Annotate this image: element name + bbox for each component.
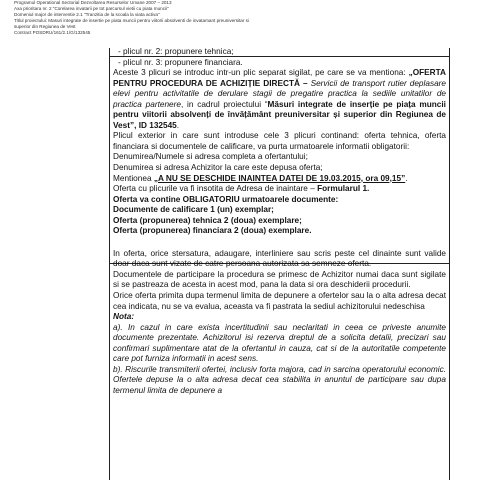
text-italic: Servicii de transport rutier deplasare elevi pentru activitatile de derulare stagii de pregatire practica la sediile unitatilor de practica partenere [113, 78, 446, 109]
line-denumire-ofertant: Denumirea/Numele si adresa completa a ofertantului; [113, 152, 308, 162]
text: Aceste 3 plicuri se introduc intr-un plic separat sigilat, pe care se va mentiona: [113, 68, 409, 78]
text: , in cadrul proiectului “ [180, 99, 268, 109]
text: . [176, 120, 180, 130]
document-body [113, 47, 446, 397]
required-document-item: Oferta (propunerea) financiara 2 (doua) exemplare. [113, 226, 312, 236]
required-document-item: Documente de calificare 1 (un) exemplar; [113, 205, 274, 215]
plic-3-line: - plicul nr. 3: propunere financiara. [118, 57, 243, 67]
header-line: Axa prioritara nr. 2 "Corelarea invatarii pe tot parcursul vietii cu piata muncii" [14, 6, 169, 12]
nota-a: a). In cazul in care exista incertitudinii sau neclaritati in ceea ce priveste anumite documente prezentate. Achizitorul isi rezerva dreptul de a solicita detalii, precizari sau confirmari suplimentare atat de la ofertantul in cauza, cat si de la autoritatile competente care pot furniza informatii in acest sens. [113, 322, 446, 364]
header-line: Titlul proiectului: Masuri integrate de insertie pe piata muncii pentru viitorii absolventi de invatamant preuniversitar si [14, 18, 249, 24]
line-mentiune [113, 174, 446, 185]
formular-label: Formularul 1. [317, 184, 370, 194]
required-document-item: Oferta (propunerea) tehnica 2 (doua) exemplare; [113, 215, 302, 225]
project-id: ”, ID 132545 [129, 120, 177, 130]
line-adresa-achizitor: Denumirea si adresa Achizitor la care este depusa oferta; [113, 163, 323, 173]
project-title: Măsuri integrate de inserție pe piața muncii pentru viitorii absolvenți de învățământ preuniversitar și superior din Regiunea de Vest [113, 99, 446, 130]
header-line: Domeniul major de interventie 2.1 "Tranzitia de la scoala la viata activa" [14, 12, 160, 18]
paragraph-plic-sigilat [113, 68, 446, 131]
nota-label: Nota: [113, 312, 135, 322]
text: Oferta cu plicurile va fi insotita de Adresa de inaintare – [113, 184, 318, 194]
deadline-warning: „A NU SE DESCHIDE INAINTEA DATEI DE 19.03.2015, ora 09,15” [153, 173, 406, 183]
header-line: Contract POSDRU/161/2.1/G/132545 [14, 30, 91, 36]
nota-b: b). Riscurile transmiterii ofertei, inclusiv forta majora, cad in sarcina operatorului economic. Ofertele depuse la o alta adresa decat cea stabilita in anuntul de participare sau dupa termenul limita de depunere a [113, 364, 446, 395]
header-line: Programul Operational Sectorial Dezvoltarea Resurselor Umane 2007 – 2013 [14, 0, 172, 5]
paragraph-termen: Orice oferta primita dupa termenul limita de depunere a ofertelor sau la o alta adresa decat cea indicata, nu se va evalua, aceasta va fi pastrata la sediul achizitorului nedeschisa [113, 291, 446, 311]
header-line: superior din Regiunea de Vest [14, 24, 76, 30]
plic-2-line: - plicul nr. 2: propunere tehnica; [118, 47, 234, 56]
text: Mentionea [113, 173, 154, 183]
paragraph-documente: Documentele de participare la procedura se primesc de Achizitor numai daca sunt sigilate si se pastreaza de acesta in acest mod, pana la data si ora deschiderii procedurii. [113, 269, 446, 290]
document-header [14, 0, 314, 37]
obligatoriu-heading: Oferta va contine OBLIGATORIU urmatoarele documente: [113, 194, 339, 204]
paragraph-stersatura: In oferta, orice stersatura, adaugare, interliniere sau scris peste cel dinainte sunt valide doar daca sunt vizate de catre persoana autorizata sa semneze oferta. [113, 248, 446, 269]
line-formular [113, 184, 446, 195]
paragraph-plic-exterior: Plicul exterior in care sunt introduse cele 3 plicuri continand: oferta tehnica, oferta financiara si documentele de calificare, va purta urmatoarele informatii obligatorii: [113, 131, 446, 151]
text: . [405, 173, 408, 183]
text-bold: „OFERTA PENTRU PROCEDURA DE ACHIZIȚIE DIRECTĂ – [113, 68, 446, 88]
